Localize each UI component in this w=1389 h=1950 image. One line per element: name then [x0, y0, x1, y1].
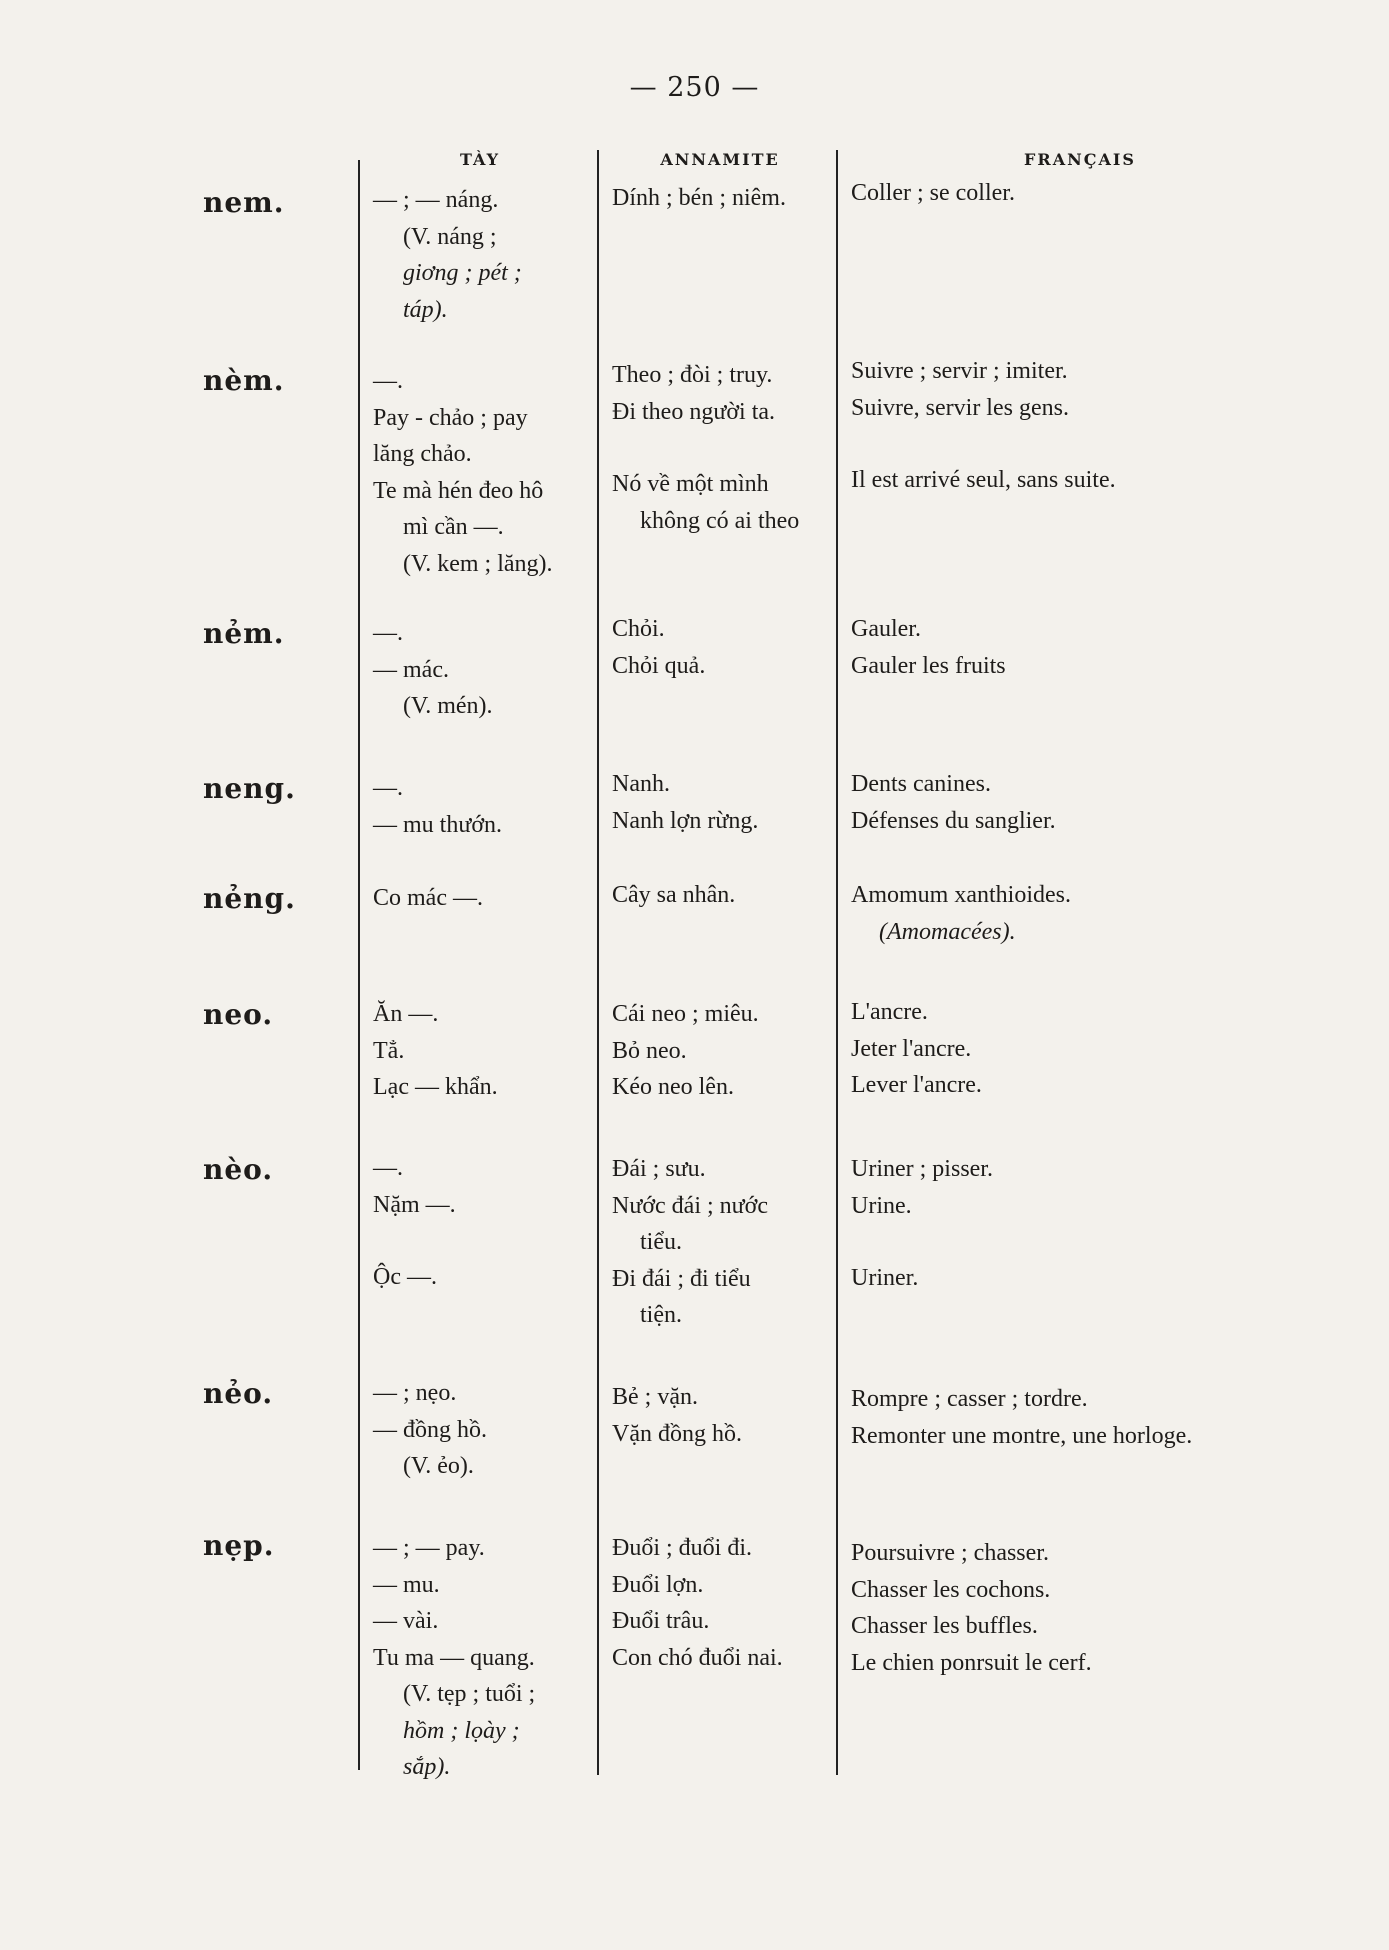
- tay-line: —.: [373, 368, 403, 394]
- annamite-line: Chỏi.: [612, 616, 665, 642]
- headword: neng.: [203, 772, 296, 805]
- annamite-line: Nó về một mình: [612, 471, 769, 497]
- francais-line: Lever l'ancre.: [851, 1072, 982, 1098]
- francais-line: Chasser les buffles.: [851, 1613, 1038, 1639]
- annamite-line: Vặn đồng hồ.: [612, 1420, 742, 1447]
- headword: nẹp.: [203, 1529, 275, 1562]
- tay-line: Ộc —.: [373, 1264, 437, 1290]
- francais-line: Urine.: [851, 1192, 912, 1219]
- tay-line: (V. mén).: [403, 693, 493, 719]
- tay-line: — mu thướn.: [373, 811, 503, 838]
- tay-line: giơng ; pét ;: [403, 260, 522, 286]
- tay-line: Co mác —.: [373, 885, 483, 911]
- tay-line: — mu.: [373, 1571, 440, 1598]
- francais-line: Dents canines.: [851, 771, 991, 797]
- tay-cell: [373, 1530, 535, 1786]
- headword: nèo.: [203, 1153, 274, 1186]
- annamite-cell: [612, 766, 758, 839]
- headword: nẻm.: [203, 617, 285, 650]
- francais-cell: [851, 1151, 993, 1297]
- tay-line: hồm ; lọày ;: [403, 1717, 520, 1744]
- annamite-line: Nanh.: [612, 771, 670, 797]
- annamite-cell: [612, 357, 799, 539]
- headword: nem.: [203, 186, 285, 219]
- tay-line: — mác.: [373, 656, 449, 683]
- headword: neo.: [203, 998, 274, 1031]
- francais-line: Suivre ; servir ; imiter.: [851, 358, 1068, 384]
- annamite-line: tiện.: [640, 1302, 682, 1328]
- headword: nèm.: [203, 364, 285, 397]
- annamite-cell: [612, 1151, 768, 1334]
- tay-line: Ăn —.: [373, 1001, 439, 1027]
- francais-line: Le chien ponrsuit le cerf.: [851, 1649, 1092, 1676]
- francais-line: Amomum xanthioides.: [851, 882, 1071, 908]
- francais-cell: [851, 611, 1006, 684]
- annamite-line: Đái ; sưu.: [612, 1156, 706, 1182]
- tay-line: Tu ma — quang.: [373, 1644, 535, 1671]
- annamite-line: Chỏi quả.: [612, 652, 706, 679]
- annamite-line: Đuổi trâu.: [612, 1608, 710, 1634]
- tay-line: —.: [373, 775, 403, 801]
- francais-cell: [851, 1381, 1192, 1454]
- annamite-line: Bỏ neo.: [612, 1037, 687, 1064]
- francais-line: Remonter une montre, une horloge.: [851, 1422, 1193, 1449]
- annamite-cell: [612, 180, 786, 217]
- annamite-cell: [612, 611, 705, 684]
- tay-line: — ; — pay.: [373, 1535, 485, 1561]
- annamite-line: Bẻ ; vặn.: [612, 1384, 698, 1410]
- headword: nẻo.: [203, 1377, 274, 1410]
- annamite-line: Nanh lợn rừng.: [612, 807, 759, 834]
- francais-cell: [851, 766, 1056, 839]
- francais-line: Chasser les cochons.: [851, 1576, 1051, 1603]
- francais-line: Uriner.: [851, 1265, 919, 1291]
- francais-line: Gauler les fruits: [851, 652, 1006, 679]
- tay-line: — ; — náng.: [373, 187, 499, 213]
- page-number: — 250 —: [629, 72, 760, 103]
- annamite-line: Dính ; bén ; niêm.: [612, 185, 786, 211]
- column-divider: [597, 150, 599, 1775]
- annamite-line: Đi theo người ta.: [612, 398, 776, 425]
- francais-cell: [851, 877, 1071, 950]
- tay-cell: [373, 363, 553, 582]
- tay-cell: [373, 1375, 487, 1485]
- tay-line: lăng chảo.: [373, 441, 472, 467]
- annamite-line: Theo ; đòi ; truy.: [612, 362, 773, 388]
- header-annamite: ANNAMITE: [660, 150, 780, 169]
- francais-line: Uriner ; pisser.: [851, 1156, 993, 1182]
- francais-line: Rompre ; casser ; tordre.: [851, 1386, 1088, 1412]
- annamite-line: không có ai theo: [640, 507, 800, 534]
- annamite-line: tiểu.: [640, 1229, 682, 1255]
- francais-line: Coller ; se coller.: [851, 180, 1015, 206]
- tay-cell: [373, 770, 502, 843]
- header-francais: FRANÇAIS: [1024, 150, 1136, 169]
- francais-line: (Amomacées).: [879, 918, 1016, 945]
- tay-line: — đồng hồ.: [373, 1416, 487, 1443]
- annamite-line: Con chó đuổi nai.: [612, 1644, 783, 1671]
- tay-line: (V. ẻo).: [403, 1453, 474, 1479]
- annamite-line: Đuổi lợn.: [612, 1571, 704, 1598]
- annamite-cell: [612, 1530, 783, 1676]
- annamite-line: Cái neo ; miêu.: [612, 1001, 759, 1027]
- francais-cell: [851, 353, 1116, 499]
- annamite-cell: [612, 877, 735, 914]
- column-divider: [836, 150, 838, 1775]
- francais-line: Défenses du sanglier.: [851, 807, 1056, 834]
- tay-line: Nặm —.: [373, 1191, 456, 1218]
- tay-line: — ; nẹo.: [373, 1380, 457, 1406]
- annamite-cell: [612, 996, 759, 1106]
- annamite-line: Đi đái ; đi tiểu: [612, 1265, 751, 1292]
- annamite-line: Kéo neo lên.: [612, 1074, 734, 1100]
- tay-line: (V. kem ; lăng).: [403, 550, 553, 577]
- annamite-line: Cây sa nhân.: [612, 882, 736, 908]
- tay-cell: [373, 996, 498, 1106]
- francais-line: Jeter l'ancre.: [851, 1035, 972, 1062]
- tay-line: —.: [373, 620, 403, 646]
- tay-line: táp).: [403, 296, 448, 323]
- headword: nẻng.: [203, 882, 296, 915]
- tay-line: Pay - chảo ; pay: [373, 404, 528, 431]
- tay-line: Te mà hén đeo hô: [373, 477, 544, 504]
- annamite-cell: [612, 1379, 742, 1452]
- francais-cell: [851, 994, 982, 1104]
- column-divider: [358, 160, 360, 1770]
- francais-line: Il est arrivé seul, sans suite.: [851, 467, 1116, 493]
- francais-line: Suivre, servir les gens.: [851, 394, 1069, 421]
- francais-line: Gauler.: [851, 616, 921, 642]
- tay-line: (V. náng ;: [403, 223, 497, 250]
- annamite-line: Đuổi ; đuổi đi.: [612, 1535, 753, 1561]
- tay-cell: [373, 880, 483, 917]
- francais-cell: [851, 175, 1015, 212]
- tay-line: sắp).: [403, 1754, 451, 1780]
- francais-cell: [851, 1535, 1092, 1681]
- francais-line: Poursuivre ; chasser.: [851, 1540, 1049, 1566]
- annamite-line: Nước đái ; nước: [612, 1192, 769, 1219]
- tay-line: —.: [373, 1155, 403, 1181]
- tay-cell: [373, 182, 522, 328]
- tay-line: — vài.: [373, 1608, 439, 1634]
- header-tay: TÀY: [459, 150, 501, 169]
- tay-line: Lạc — khẩn.: [373, 1074, 498, 1100]
- tay-cell: [373, 1150, 456, 1296]
- francais-line: L'ancre.: [851, 999, 928, 1025]
- tay-line: mì cần —.: [403, 514, 504, 540]
- tay-line: (V. tẹp ; tuổi ;: [403, 1681, 536, 1707]
- tay-cell: [373, 615, 493, 725]
- tay-line: Tẳ.: [373, 1037, 405, 1064]
